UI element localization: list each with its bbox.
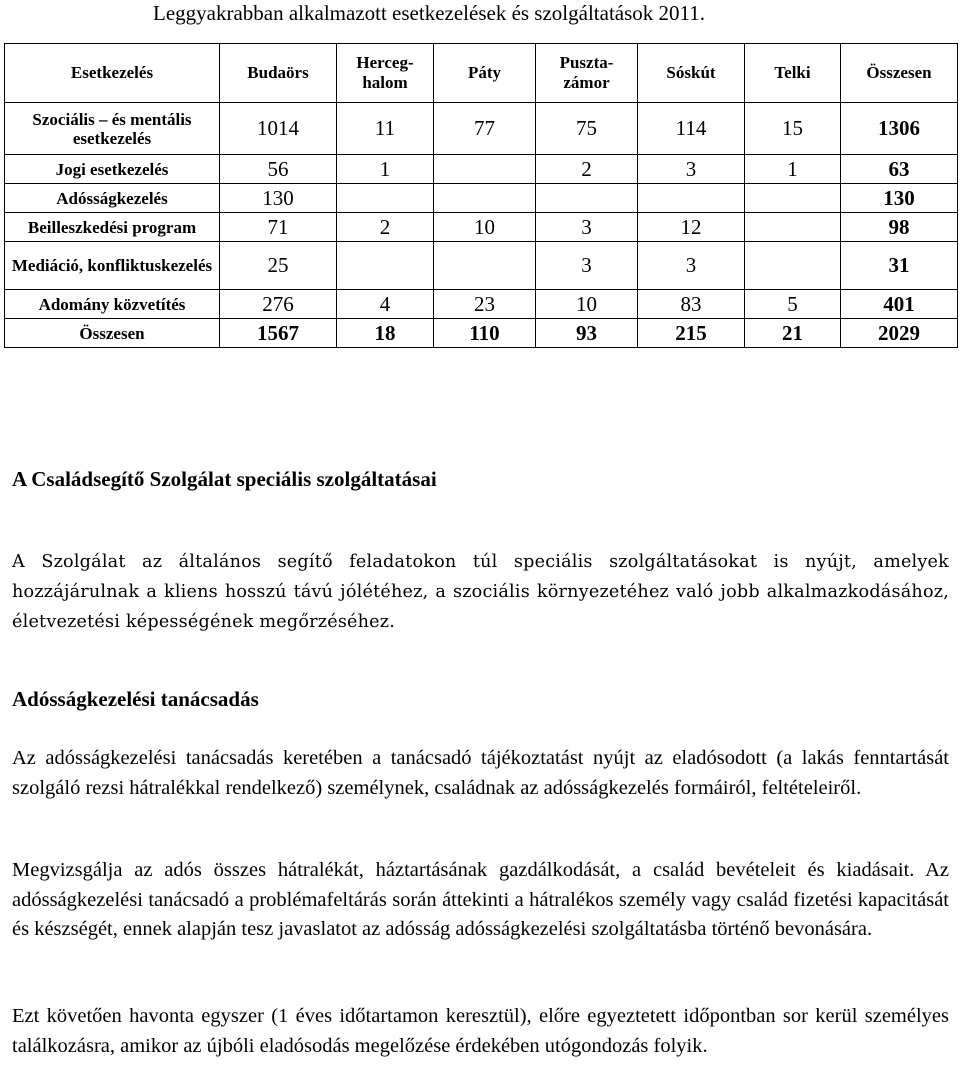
row-total: 401: [841, 290, 958, 319]
paragraph-special-services: A Szolgálat az általános segítő feladatokon túl speciális szolgáltatásokat is nyújt, amelyek hozzájárulnak a kliens hosszú távú jólétéhez, a szociális környezetéhez való jobb alkalmazkodásához, életvezetési képességének megőrzéséhez.: [12, 552, 949, 632]
section-heading-debt-counseling: Adósságkezelési tanácsadás: [12, 687, 259, 711]
document-title: Leggyakrabban alkalmazott esetkezelések és szolgáltatások 2011.: [153, 1, 705, 25]
table-cell: [434, 184, 536, 213]
table-cell: [337, 242, 434, 290]
paragraph-debt-3: Ezt követően havonta egyszer (1 éves időtartamon keresztül), előre egyeztetett időpontban sor kerül személyes találkozásra, amikor az újbóli eladósodás megelőzése érdekében utógondozás folyik.: [12, 1005, 949, 1057]
table-cell: 83: [638, 290, 745, 319]
table-cell: [536, 184, 638, 213]
table-cell: [745, 242, 841, 290]
row-label: Beilleszkedési program: [5, 213, 220, 242]
table-cell: 2: [337, 213, 434, 242]
section-heading-special-services: A Családsegítő Szolgálat speciális szolgáltatásai: [12, 467, 437, 491]
table-row: [5, 103, 958, 155]
table-cell: 18: [337, 319, 434, 348]
row-total: 31: [841, 242, 958, 290]
header-cell: Sóskút: [638, 44, 745, 103]
header-cell: Budaörs: [220, 44, 337, 103]
table-cell: 11: [337, 103, 434, 155]
table-cell: 215: [638, 319, 745, 348]
row-label: Adomány közvetítés: [5, 290, 220, 319]
table-cell: 276: [220, 290, 337, 319]
table-cell: [434, 155, 536, 184]
table-cell: 5: [745, 290, 841, 319]
table-cell: [745, 184, 841, 213]
table-cell: 3: [536, 242, 638, 290]
table-cell: 1: [337, 155, 434, 184]
table-cell: 15: [745, 103, 841, 155]
table-cell: 1567: [220, 319, 337, 348]
table-cell: 56: [220, 155, 337, 184]
row-label: Jogi esetkezelés: [5, 155, 220, 184]
header-cell: Összesen: [841, 44, 958, 103]
row-total: 2029: [841, 319, 958, 348]
table-cell: 71: [220, 213, 337, 242]
table-row: [5, 155, 958, 184]
header-cell: Telki: [745, 44, 841, 103]
services-table: [4, 43, 958, 348]
row-total: 1306: [841, 103, 958, 155]
paragraph-debt-1: Az adósságkezelési tanácsadás keretében a tanácsadó tájékoztatást nyújt az eladósodott (a lakás fenntartását szolgáló rezsi hátralékkal rendelkező) személynek, családnak az adósságkezelés formáiról, feltételeiről.: [12, 747, 949, 799]
table-cell: 114: [638, 103, 745, 155]
table-cell: 3: [638, 155, 745, 184]
table-cell: 21: [745, 319, 841, 348]
paragraph-debt-2: Megvizsgálja az adós összes hátralékát, háztartásának gazdálkodását, a család bevételeit és kiadásait. Az adósságkezelési tanácsadó a problémafeltárás során áttekinti a hátralékos személy vagy család fizetési kapacitását és készségét, ennek alapján tesz javaslatot az adósság adósságkezelési szolgáltatásba történő bevonására.: [12, 859, 949, 940]
header-cell: Puszta- zámor: [536, 44, 638, 103]
table-cell: 110: [434, 319, 536, 348]
row-label: Összesen: [5, 319, 220, 348]
header-cell: Páty: [434, 44, 536, 103]
table-cell: 1014: [220, 103, 337, 155]
table-cell: 4: [337, 290, 434, 319]
table-cell: 130: [220, 184, 337, 213]
table-cell: 10: [434, 213, 536, 242]
table-cell: 23: [434, 290, 536, 319]
row-total: 130: [841, 184, 958, 213]
table-cell: [638, 184, 745, 213]
table-cell: 77: [434, 103, 536, 155]
row-label: Mediáció, konfliktuskezelés: [5, 242, 220, 290]
table-row: [5, 290, 958, 319]
table-cell: [337, 184, 434, 213]
table-cell: 10: [536, 290, 638, 319]
table-cell: 75: [536, 103, 638, 155]
row-label: Szociális – és mentális esetkezelés: [5, 103, 220, 155]
table-cell: 3: [536, 213, 638, 242]
table-total-row: [5, 319, 958, 348]
table-cell: 1: [745, 155, 841, 184]
header-cell: Esetkezelés: [5, 44, 220, 103]
table-row: [5, 184, 958, 213]
table-cell: [745, 213, 841, 242]
row-total: 98: [841, 213, 958, 242]
table-cell: [434, 242, 536, 290]
table-cell: 2: [536, 155, 638, 184]
table-row: [5, 242, 958, 290]
row-label: Adósságkezelés: [5, 184, 220, 213]
table-cell: 25: [220, 242, 337, 290]
table-cell: 12: [638, 213, 745, 242]
table-header-row: [5, 44, 958, 103]
header-cell: Herceg- halom: [337, 44, 434, 103]
row-total: 63: [841, 155, 958, 184]
table-row: [5, 213, 958, 242]
table-cell: 93: [536, 319, 638, 348]
table-cell: 3: [638, 242, 745, 290]
